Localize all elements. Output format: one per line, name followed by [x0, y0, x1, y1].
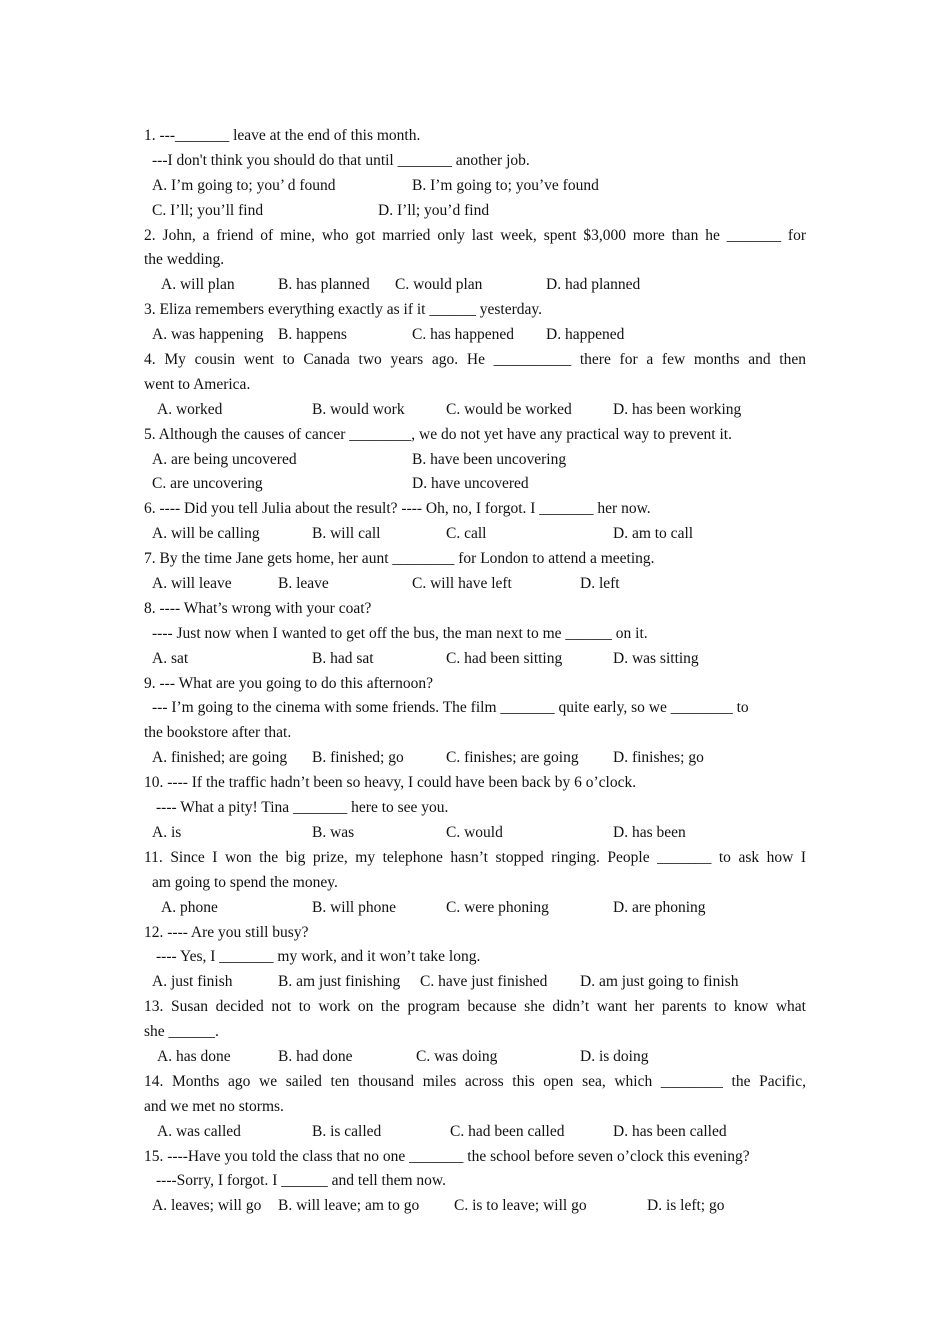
- question-4-options: [144, 398, 806, 423]
- option-a: A. was happening: [152, 326, 264, 344]
- option-d: D. am just going to finish: [580, 973, 739, 991]
- worksheet: [144, 124, 806, 1219]
- option-a: A. will plan: [161, 276, 235, 294]
- option-c: C. was doing: [416, 1047, 498, 1065]
- question-2-text: the wedding.: [144, 251, 225, 269]
- option-c: C. would: [446, 823, 503, 841]
- option-a: A. is: [152, 823, 182, 841]
- option-b: B. was: [312, 823, 355, 841]
- option-c: C. had been called: [450, 1122, 565, 1140]
- question-11-options: [144, 896, 806, 921]
- option-c: C. has happened: [412, 326, 515, 344]
- option-d: D. had planned: [546, 276, 641, 294]
- option-d: D. are phoning: [613, 898, 706, 916]
- option-a: A. just finish: [152, 973, 233, 991]
- question-5-options: [144, 472, 806, 497]
- option-a: A. worked: [157, 400, 223, 418]
- option-d: D. I’ll; you’d find: [378, 201, 490, 219]
- option-a: A. has done: [157, 1047, 231, 1065]
- option-d: D. happened: [546, 326, 625, 344]
- question-4-text: went to America.: [144, 375, 251, 393]
- option-b: B. had sat: [312, 649, 374, 667]
- question-5-options: [144, 448, 806, 473]
- option-a: A. sat: [152, 649, 189, 667]
- question-1-stem: 1. ---_______ leave at the end of this month.: [144, 127, 421, 144]
- question-7-options: [144, 572, 806, 597]
- option-a: A. I’m going to; you’ d found: [152, 176, 336, 194]
- option-b: B. will call: [312, 525, 381, 543]
- question-15-options: [144, 1194, 806, 1219]
- question-7-stem: 7. By the time Jane gets home, her aunt ________ for London to attend a meeting.: [144, 550, 655, 568]
- option-c: C. finishes; are going: [446, 749, 579, 767]
- option-c: C. would be worked: [446, 400, 572, 418]
- option-b: B. have been uncovering: [412, 450, 567, 468]
- question-10-text: ---- What a pity! Tina _______ here to see you.: [156, 799, 449, 817]
- question-9-text: the bookstore after that.: [144, 724, 292, 742]
- question-2-options: [144, 273, 806, 298]
- question-9-stem: 9. --- What are you going to do this afternoon?: [144, 674, 433, 692]
- question-3-options: [144, 323, 806, 348]
- question-11-text: am going to spend the money.: [152, 873, 338, 891]
- option-d: D. am to call: [613, 525, 694, 543]
- option-b: B. has planned: [278, 276, 370, 294]
- option-b: B. had done: [278, 1047, 353, 1065]
- option-d: D. has been working: [613, 400, 742, 418]
- option-c: C. were phoning: [446, 898, 549, 916]
- question-8-options: [144, 647, 806, 672]
- option-d: D. is left; go: [647, 1197, 725, 1215]
- option-b: B. would work: [312, 400, 405, 418]
- option-d: D. was sitting: [613, 649, 699, 667]
- option-b: B. happens: [278, 326, 347, 344]
- question-8-text: ---- Just now when I wanted to get off the bus, the man next to me ______ on it.: [152, 624, 648, 642]
- option-a: A. will be calling: [152, 525, 260, 543]
- option-d: D. finishes; go: [613, 749, 704, 767]
- question-15-text: ----Sorry, I forgot. I ______ and tell them now.: [156, 1172, 446, 1190]
- question-10-stem: 10. ---- If the traffic hadn’t been so heavy, I could have been back by 6 o’clock.: [144, 774, 637, 792]
- question-6-options: [144, 522, 806, 547]
- option-a: A. will leave: [152, 575, 232, 593]
- option-c: C. have just finished: [420, 973, 548, 991]
- option-c: C. had been sitting: [446, 649, 563, 667]
- question-11-stem: 11. Since I won the big prize, my telephone hasn’t stopped ringing. People _______ to ask how I: [144, 848, 806, 866]
- option-b: B. finished; go: [312, 749, 404, 767]
- question-1-options: [144, 174, 806, 199]
- option-a: A. finished; are going: [152, 749, 288, 767]
- question-8-stem: 8. ---- What’s wrong with your coat?: [144, 599, 372, 617]
- question-14-options: [144, 1120, 806, 1145]
- option-d: D. left: [580, 575, 620, 593]
- option-d: D. has been: [613, 823, 686, 841]
- option-b: B. will phone: [312, 898, 396, 916]
- option-d: D. have uncovered: [412, 475, 529, 493]
- option-b: B. leave: [278, 575, 329, 593]
- question-9-text: --- I’m going to the cinema with some friends. The film _______ quite early, so we ________ to: [152, 699, 749, 717]
- option-c: C. will have left: [412, 575, 512, 593]
- option-d: D. is doing: [580, 1047, 649, 1065]
- option-d: D. has been called: [613, 1122, 727, 1140]
- option-b: B. will leave; am to go: [278, 1197, 420, 1215]
- question-4-stem: 4. My cousin went to Canada two years ago. He __________ there for a few months and then: [144, 351, 806, 369]
- question-3-stem: 3. Eliza remembers everything exactly as if it ______ yesterday.: [144, 301, 542, 319]
- option-b: B. is called: [312, 1122, 382, 1140]
- question-13-text: she ______.: [144, 1023, 219, 1041]
- option-a: A. phone: [161, 898, 218, 916]
- option-c: C. would plan: [395, 276, 483, 294]
- option-b: B. am just finishing: [278, 973, 401, 991]
- question-14-text: and we met no storms.: [144, 1097, 284, 1115]
- question-9-options: [144, 746, 806, 771]
- option-b: B. I’m going to; you’ve found: [412, 176, 599, 194]
- option-c: C. are uncovering: [152, 475, 263, 493]
- option-c: C. I’ll; you’ll find: [152, 201, 264, 219]
- question-13-stem: 13. Susan decided not to work on the program because she didn’t want her parents to know what: [144, 998, 806, 1016]
- question-15-stem: 15. ----Have you told the class that no one _______ the school before seven o’clock this evening?: [144, 1147, 750, 1165]
- question-10-options: [144, 821, 806, 846]
- question-5-stem: 5. Although the causes of cancer ________, we do not yet have any practical way to prevent it.: [144, 425, 732, 443]
- option-a: A. was called: [157, 1122, 241, 1140]
- question-14-stem: 14. Months ago we sailed ten thousand miles across this open sea, which ________ the Pacific,: [144, 1072, 806, 1090]
- question-6-stem: 6. ---- Did you tell Julia about the result? ---- Oh, no, I forgot. I _______ her now.: [144, 500, 651, 518]
- question-1-text: ---I don't think you should do that until _______ another job.: [152, 151, 530, 169]
- option-a: A. leaves; will go: [152, 1197, 262, 1215]
- option-c: C. is to leave; will go: [454, 1197, 587, 1215]
- option-a: A. are being uncovered: [152, 450, 297, 468]
- question-1-options: [144, 199, 806, 224]
- question-12-text: ---- Yes, I _______ my work, and it won’t take long.: [156, 948, 481, 966]
- option-c: C. call: [446, 525, 487, 543]
- question-2-stem: 2. John, a friend of mine, who got married only last week, spent $3,000 more than he _______ for: [144, 226, 806, 244]
- question-13-options: [144, 1045, 806, 1070]
- question-12-stem: 12. ---- Are you still busy?: [144, 923, 309, 941]
- question-12-options: [144, 970, 806, 995]
